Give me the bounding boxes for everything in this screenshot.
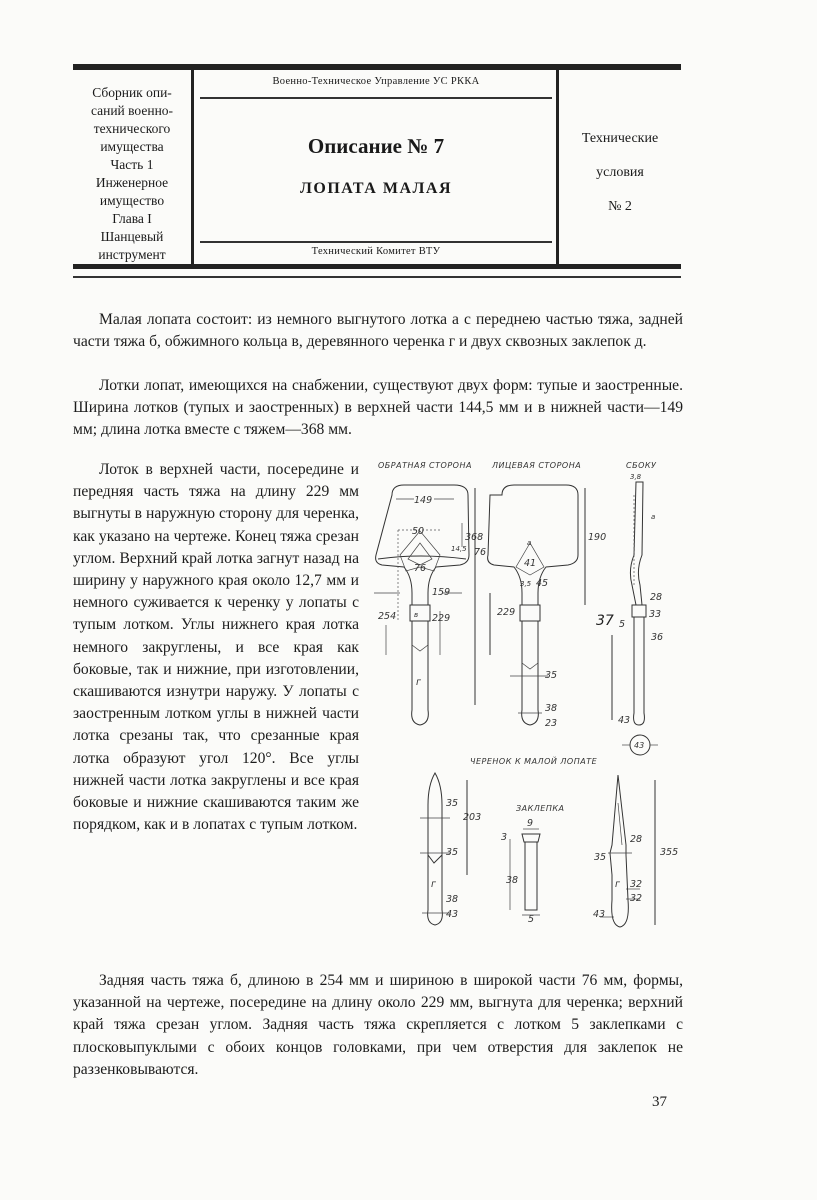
dim-back-254: 254 [378, 611, 397, 622]
dim-rivet-3: 3 [501, 832, 508, 843]
dim-circle-43: 43 [634, 741, 645, 750]
paragraph-composition [73, 309, 683, 353]
label-handle: ЧЕРЕНОК К МАЛОЙ ЛОПАТЕ [470, 757, 598, 766]
dim-side-28: 28 [650, 592, 663, 603]
header-top-rule [73, 64, 681, 70]
collection-line: инструмент [98, 247, 166, 262]
dim-back-strap-side: 76 [474, 547, 487, 558]
dim-back-neck: 159 [432, 587, 451, 598]
dim-back-strap-width: 76 [414, 563, 427, 574]
label-side-view: СБОКУ [626, 461, 657, 470]
paragraph-blade-shape [73, 459, 359, 836]
part-letter-g-side: г [615, 879, 620, 890]
dim-rivet-38: 38 [506, 875, 519, 886]
part-letter-g-handle: г [431, 879, 436, 890]
rivet-drawing [510, 829, 540, 915]
collection-line: Сборник опи- [92, 85, 172, 100]
collection-line: технического [93, 121, 171, 136]
dim-side-5: 5 [619, 619, 626, 630]
dim-front-38: 38 [545, 703, 558, 714]
dim-rivet-5: 5 [528, 914, 535, 925]
part-letter-a-side: а [651, 513, 656, 521]
paragraph-blade-forms [73, 375, 683, 442]
header-bottom-rule [73, 264, 681, 269]
header-rule-upper [200, 97, 552, 99]
paragraph-text: Лотки лопат, имеющихся на снабжении, существуют двух форм: тупые и заостренные. Ширина лотков (тупых и заостренных) в верхней части 144,5 мм и в нижней части—149 мм; длина лотка вместе с тяжем—368 мм. [73, 377, 683, 439]
collection-line: Глава I [112, 211, 152, 226]
part-letter-v: в [414, 611, 419, 619]
dim-rivet-9: 9 [527, 818, 534, 829]
dim-back-small: 14,5 [451, 545, 467, 553]
collection-line: Часть 1 [110, 157, 154, 172]
dim-handle2-43: 43 [593, 909, 606, 920]
paragraph-text: Малая лопата состоит: из немного выгнутого лотка а с переднею частью тяжа, задней части тяжа б, обжимного кольца в, деревянного черенка г и двух сквозных заклепок д. [73, 311, 683, 351]
label-rivet: ЗАКЛЕПКА [516, 804, 565, 813]
collection-line: саний военно- [90, 103, 174, 118]
dim-back-229: 229 [432, 613, 451, 624]
dim-handle2-28: 28 [630, 834, 643, 845]
collection-line: Инженерное [95, 175, 169, 190]
dim-side-43: 43 [618, 715, 631, 726]
dim-front-41: 41 [524, 558, 537, 569]
dim-handle2-35: 35 [594, 852, 607, 863]
collection-line: имущество [99, 193, 165, 208]
collection-line: Шанцевый [100, 229, 164, 244]
tech-line: Технические [581, 131, 659, 146]
dim-front-190: 190 [588, 532, 607, 543]
drawing-canvas [370, 455, 690, 940]
handle-side-drawing [600, 775, 655, 927]
committee-name: Технический Комитет ВТУ [311, 246, 441, 257]
dim-back-width: 149 [414, 495, 433, 506]
dim-front-neck-b: 45 [536, 578, 549, 589]
label-front-view: ЛИЦЕВАЯ СТОРОНА [492, 461, 582, 470]
front-view-shovel [488, 485, 585, 725]
paragraph-text: Задняя часть тяжа б, длиною в 254 мм и шириною в широкой части 76 мм, формы, указанной на чертеже, посередине на длину около 229 мм, выгнута для черенка; верхний край тяжа срезан углом. Задняя часть тяжа скрепляется с лотком 5 заклепками с плосковыпуклыми с обоих концов головками, при чем отверстия для заклепок не раззенковываются. [73, 972, 683, 1078]
dim-front-23: 23 [545, 718, 558, 729]
dim-side-top: 3,8 [630, 473, 642, 481]
dim-handle-38: 38 [446, 894, 459, 905]
dim-handle-35a: 35 [446, 798, 459, 809]
handle-drawing [420, 773, 467, 925]
part-letter-g: г [416, 677, 421, 688]
dim-side-33: 33 [649, 609, 662, 620]
document-subtitle: ЛОПАТА МАЛАЯ [299, 180, 453, 197]
dim-side-37: 37 [596, 613, 614, 629]
technical-drawing [370, 455, 690, 940]
dim-handle2-355: 355 [660, 847, 679, 858]
dim-handle2-32a: 32 [630, 879, 643, 890]
dim-front-neck-a: 3,5 [520, 580, 532, 588]
dim-front-35: 35 [545, 670, 558, 681]
dim-handle-35b: 35 [446, 847, 459, 858]
collection-line: имущества [100, 139, 164, 154]
dim-front-229: 229 [497, 607, 516, 618]
header-divider-left [191, 70, 194, 264]
dim-handle2-32b: 32 [630, 893, 643, 904]
paragraph-text: Лоток в верхней части, посередине и передняя часть тяжа на длину 229 мм выгнуты в наружную сторону для черенка, как указано на чертеже. Конец тяжа срезан углом. Верхний край лотка загнут назад на ширину у наружного края около 12,7 мм и немного суживается к черенку у лопаты с тупым лотком. Углы нижнего края лотка немного закруглены, и все края как боковые, так и нижние, при изготовлении, скашиваются изнутри наружу. У лопаты с заостренным лотком углы в нижней части лотка срезаны так, что срезанные края лотка образуют угол 120°. Все углы нижней части лотка закруглены и все края боковые и нижние скашиваются таким же порядком, как и в лопатах с тупым лотком. [73, 461, 359, 834]
header-rule-lower [200, 241, 552, 243]
document-title: Описание № 7 [307, 134, 445, 158]
dim-handle-43: 43 [446, 909, 459, 920]
organization-name: Военно-Техническое Управление УС РККА [272, 76, 480, 87]
dim-side-36: 36 [651, 632, 664, 643]
tech-line: условия [596, 165, 644, 180]
page-number: 37 [652, 1094, 667, 1110]
technical-conditions [560, 122, 680, 224]
dim-back-strap-top: 50 [412, 526, 425, 537]
collection-info [74, 84, 190, 264]
dim-handle-203: 203 [463, 812, 482, 823]
paragraph-rear-strap [73, 970, 683, 1081]
part-letter-a: а [527, 539, 532, 547]
tech-line: № 2 [608, 199, 632, 214]
dim-back-total: 368 [465, 532, 484, 543]
header-divider-right [556, 70, 559, 264]
back-view-shovel [374, 485, 475, 725]
header-bottom-thin-rule [73, 276, 681, 278]
label-back-view: ОБРАТНАЯ СТОРОНА [378, 461, 472, 470]
